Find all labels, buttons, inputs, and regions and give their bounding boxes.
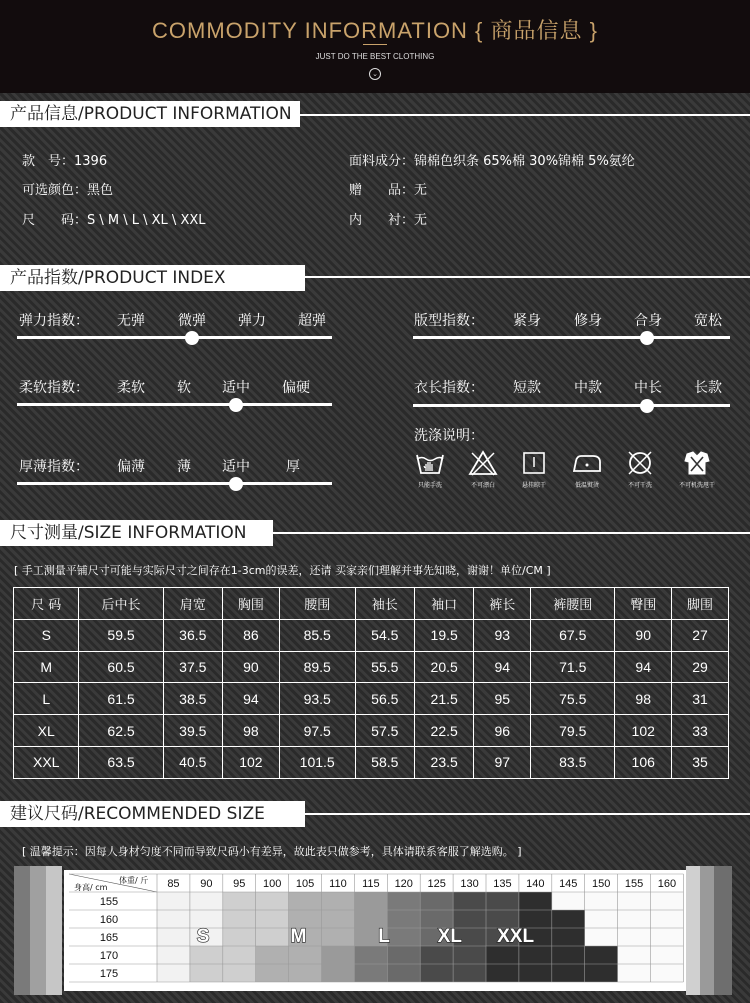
care-label: 不可机洗甩干 (678, 482, 715, 489)
length-label: 衣长指数： (414, 380, 484, 396)
grid-cell (256, 892, 289, 910)
table-cell: 57.5 (355, 715, 414, 747)
table-cell: 97.5 (279, 715, 355, 747)
section-title-size-info: 尺寸测量/SIZE INFORMATION (0, 520, 273, 546)
table-cell: 22.5 (414, 715, 473, 747)
size-table (13, 587, 729, 779)
lining-info: 内 衬：无 (349, 213, 428, 228)
grid-cell (651, 946, 684, 964)
table-cell: 96 (474, 715, 531, 747)
section-title-recommended-size: 建议尺码/RECOMMENDED SIZE (0, 801, 305, 827)
grid-cell (387, 910, 420, 928)
grid-cell (552, 910, 585, 928)
table-cell: 27 (672, 619, 729, 651)
grid-cell (552, 892, 585, 910)
no-bleach-icon (467, 449, 499, 477)
fit-scale (413, 336, 730, 339)
header-divider (363, 44, 387, 45)
grid-cell (618, 892, 651, 910)
table-cell: 23.5 (414, 746, 473, 778)
grid-cell (289, 964, 322, 982)
column-header: 袖长 (355, 588, 414, 620)
column-header: 袖口 (414, 588, 473, 620)
grid-cell (354, 964, 387, 982)
size-options: 尺 码：S \ M \ L \ XL \ XXL (22, 213, 206, 228)
grid-cell (618, 946, 651, 964)
grid-cell (289, 892, 322, 910)
weight-tick: 100 (262, 878, 282, 890)
care-item (457, 449, 509, 489)
grid-cell (354, 892, 387, 910)
thickness-option: 厚 (286, 459, 300, 475)
grid-cell (190, 892, 223, 910)
care-item (614, 449, 666, 489)
table-cell: 90 (615, 619, 672, 651)
fit-option: 修身 (574, 313, 602, 329)
softness-label: 柔软指数： (19, 380, 89, 396)
table-cell: 19.5 (414, 619, 473, 651)
no-dryclean-icon (624, 449, 656, 477)
elasticity-option: 弹力 (238, 313, 266, 329)
elasticity-option: 超弹 (298, 313, 326, 329)
table-cell: 31 (672, 683, 729, 715)
softness-option: 适中 (222, 380, 250, 396)
table-cell: 35 (672, 746, 729, 778)
column-header: 后中长 (79, 588, 163, 620)
grid-cell (420, 964, 453, 982)
column-header: 腰围 (279, 588, 355, 620)
grid-cell (223, 910, 256, 928)
care-label: 低温熨烫 (574, 482, 599, 489)
grid-cell (387, 892, 420, 910)
grid-cell (552, 964, 585, 982)
weight-tick: 90 (200, 878, 213, 890)
table-cell: 61.5 (79, 683, 163, 715)
table-cell: XXL (14, 746, 79, 778)
height-tick: 170 (99, 950, 119, 962)
table-cell: 54.5 (355, 619, 414, 651)
fit-option: 合身 (634, 313, 662, 329)
grid-cell (519, 946, 552, 964)
grid-cell (190, 964, 223, 982)
height-tick: 165 (99, 932, 119, 944)
recommended-size-grid (0, 866, 750, 995)
weight-tick: 125 (427, 878, 446, 890)
table-cell: 29 (672, 651, 729, 683)
length-option: 中长 (634, 380, 662, 396)
table-cell: 60.5 (79, 651, 163, 683)
table-cell: XL (14, 715, 79, 747)
care-item (404, 449, 456, 489)
grid-cell (585, 928, 618, 946)
table-cell: 62.5 (79, 715, 163, 747)
table-cell: 97 (474, 746, 531, 778)
weight-tick: 85 (167, 878, 180, 890)
grid-cell (519, 892, 552, 910)
section-rule (273, 532, 750, 534)
height-axis-label: 身高/ cm (74, 883, 108, 892)
page-header (0, 0, 750, 93)
size-band-label: XXL (497, 926, 535, 947)
grid-cell (585, 910, 618, 928)
table-cell: 56.5 (355, 683, 414, 715)
grid-cell (486, 964, 519, 982)
table-cell: 55.5 (355, 651, 414, 683)
table-cell: 86 (223, 619, 280, 651)
thickness-option: 适中 (222, 459, 250, 475)
weight-tick: 145 (559, 878, 578, 890)
grid-cell (354, 946, 387, 964)
table-cell: 95 (474, 683, 531, 715)
column-header: 胸围 (223, 588, 280, 620)
table-cell: 102 (223, 746, 280, 778)
grid-cell (256, 946, 289, 964)
column-header: 裤长 (474, 588, 531, 620)
table-cell: L (14, 683, 79, 715)
section-rule (300, 114, 750, 116)
care-item (561, 449, 613, 489)
softness-marker (229, 398, 243, 412)
grid-cell (387, 928, 420, 946)
thickness-label: 厚薄指数： (19, 459, 89, 475)
grid-cell (552, 946, 585, 964)
column-header: 臀围 (615, 588, 672, 620)
fit-label: 版型指数： (414, 313, 484, 329)
table-cell: 38.5 (163, 683, 222, 715)
grid-cell (618, 964, 651, 982)
weight-tick: 150 (591, 878, 611, 890)
fit-option: 紧身 (513, 313, 541, 329)
grid-cell (651, 964, 684, 982)
grid-cell (618, 910, 651, 928)
length-option: 短款 (513, 380, 541, 396)
table-cell: 93.5 (279, 683, 355, 715)
size-band-label: S (196, 926, 210, 947)
grid-cell (157, 964, 190, 982)
table-cell: 83.5 (531, 746, 615, 778)
softness-option: 偏硬 (282, 380, 310, 396)
grid-cell (651, 892, 684, 910)
grid-cell (322, 910, 355, 928)
grid-cell (618, 928, 651, 946)
table-cell: S (14, 619, 79, 651)
grid-cell (322, 928, 355, 946)
table-cell: 90 (223, 651, 280, 683)
column-header: 尺 码 (14, 588, 79, 620)
care-title: 洗涤说明： (414, 428, 484, 444)
size-band-label: M (290, 926, 307, 947)
available-colors: 可选颜色：黑色 (22, 183, 114, 198)
weight-tick: 160 (657, 878, 677, 890)
weight-tick: 110 (329, 878, 347, 890)
table-cell: 98 (223, 715, 280, 747)
table-row (14, 746, 729, 778)
weight-tick: 95 (233, 878, 246, 890)
care-label: 只能手洗 (417, 482, 442, 489)
table-cell: 94 (474, 651, 531, 683)
table-cell: 98 (615, 683, 672, 715)
fit-option: 宽松 (694, 313, 722, 329)
table-cell: 58.5 (355, 746, 414, 778)
chevron-down-icon: ⌄ (369, 68, 381, 80)
table-cell: 33 (672, 715, 729, 747)
grid-cell (651, 928, 684, 946)
grid-cell (387, 964, 420, 982)
section-rule (305, 813, 750, 815)
grid-cell (486, 946, 519, 964)
table-cell: 89.5 (279, 651, 355, 683)
grid-cell (256, 928, 289, 946)
grid-cell (223, 946, 256, 964)
table-row (14, 619, 729, 651)
style-number: 款 号：1396 (22, 154, 108, 169)
table-cell: 59.5 (79, 619, 163, 651)
column-header: 脚围 (672, 588, 729, 620)
table-cell: 101.5 (279, 746, 355, 778)
care-label: 悬挂晾干 (521, 482, 546, 489)
section-title-product-index: 产品指数/PRODUCT INDEX (0, 265, 305, 291)
length-option: 长款 (694, 380, 722, 396)
table-cell: 67.5 (531, 619, 615, 651)
table-cell: 21.5 (414, 683, 473, 715)
weight-tick: 130 (460, 878, 479, 890)
grid-cell (157, 910, 190, 928)
grid-cell (453, 892, 486, 910)
height-tick: 160 (99, 914, 119, 926)
weight-tick: 105 (295, 878, 315, 890)
table-cell: 36.5 (163, 619, 222, 651)
no-machine-wash-icon (681, 449, 713, 477)
hand-wash-icon (414, 449, 446, 477)
table-cell: 63.5 (79, 746, 163, 778)
grid-cell (256, 910, 289, 928)
grid-cell (519, 964, 552, 982)
size-note: [ 手工测量平铺尺寸可能与实际尺寸之间存在1-3cm的误差，还请 买家亲们理解并事先知晓，谢谢！单位/CM ] (14, 564, 551, 577)
table-cell: 102 (615, 715, 672, 747)
weight-tick: 140 (526, 878, 545, 890)
elasticity-option: 微弹 (178, 313, 206, 329)
grid-cell (420, 892, 453, 910)
grid-cell (223, 892, 256, 910)
table-row (14, 715, 729, 747)
weight-tick: 155 (624, 878, 644, 890)
column-header: 肩宽 (163, 588, 222, 620)
height-tick: 155 (99, 896, 119, 908)
grid-cell (585, 964, 618, 982)
care-item (508, 449, 560, 489)
table-cell: 79.5 (531, 715, 615, 747)
table-cell: 40.5 (163, 746, 222, 778)
grid-cell (157, 946, 190, 964)
length-scale (413, 404, 730, 407)
grid-cell (453, 946, 486, 964)
grid-cell (157, 928, 190, 946)
grid-cell (223, 964, 256, 982)
section-rule (305, 276, 750, 278)
table-cell: 20.5 (414, 651, 473, 683)
thickness-option: 偏薄 (117, 459, 145, 475)
table-header-row (14, 588, 729, 620)
grid-cell (585, 892, 618, 910)
size-band-label: XL (437, 926, 462, 947)
table-cell: 94 (223, 683, 280, 715)
thickness-marker (229, 477, 243, 491)
elasticity-marker (185, 331, 199, 345)
grid-cell (322, 946, 355, 964)
elasticity-label: 弹力指数： (19, 313, 89, 329)
grid-cell (387, 946, 420, 964)
grid-cell (190, 946, 223, 964)
grid-cell (420, 946, 453, 964)
table-cell: 94 (615, 651, 672, 683)
grid-cell (223, 928, 256, 946)
softness-option: 柔软 (117, 380, 145, 396)
header-title: COMMODITY INFORMATION { 商品信息 } (152, 18, 598, 43)
grid-cell (256, 964, 289, 982)
low-iron-icon (571, 449, 603, 477)
recommended-note: [ 温馨提示：因每人身材匀度不同而导致尺码小有差异，故此表只做参考，具体请联系客服了解选购。 ] (22, 845, 522, 858)
table-cell: 75.5 (531, 683, 615, 715)
grid-cell (289, 946, 322, 964)
table-cell: M (14, 651, 79, 683)
table-cell: 93 (474, 619, 531, 651)
grid-cell (552, 928, 585, 946)
fit-marker (640, 331, 654, 345)
grid-cell (453, 964, 486, 982)
softness-option: 软 (177, 380, 191, 396)
length-option: 中款 (574, 380, 602, 396)
grid-cell (585, 946, 618, 964)
weight-tick: 135 (493, 878, 512, 890)
grid-cell (322, 964, 355, 982)
care-label: 不可漂白 (470, 482, 495, 489)
grid-cell (157, 892, 190, 910)
column-header: 裤腰围 (531, 588, 615, 620)
thickness-scale (17, 482, 332, 485)
height-tick: 175 (99, 968, 119, 980)
care-item (671, 449, 723, 489)
care-label: 不可干洗 (627, 482, 652, 489)
table-cell: 37.5 (163, 651, 222, 683)
recommended-size-chart (0, 866, 750, 995)
elasticity-scale (17, 336, 332, 339)
thickness-option: 薄 (177, 459, 191, 475)
header-subtitle: JUST DO THE BEST CLOTHING (315, 52, 435, 61)
table-cell: 85.5 (279, 619, 355, 651)
table-cell: 39.5 (163, 715, 222, 747)
grid-cell (651, 910, 684, 928)
table-cell: 71.5 (531, 651, 615, 683)
elasticity-option: 无弹 (117, 313, 145, 329)
weight-axis-label: 体重/ 斤 (119, 876, 149, 885)
length-marker (640, 399, 654, 413)
fabric-composition: 面料成分：锦棉色织条 65%棉 30%锦棉 5%氨纶 (349, 154, 635, 169)
gift-info: 赠 品：无 (349, 183, 428, 198)
softness-scale (17, 403, 332, 406)
weight-tick: 115 (362, 878, 380, 890)
size-band-label: L (378, 926, 390, 947)
weight-tick: 120 (394, 878, 413, 890)
grid-cell (486, 892, 519, 910)
table-row (14, 683, 729, 715)
section-title-product-info: 产品信息/PRODUCT INFORMATION (0, 101, 300, 127)
table-cell: 106 (615, 746, 672, 778)
hang-dry-icon (518, 449, 550, 477)
table-row (14, 651, 729, 683)
grid-cell (322, 892, 355, 910)
